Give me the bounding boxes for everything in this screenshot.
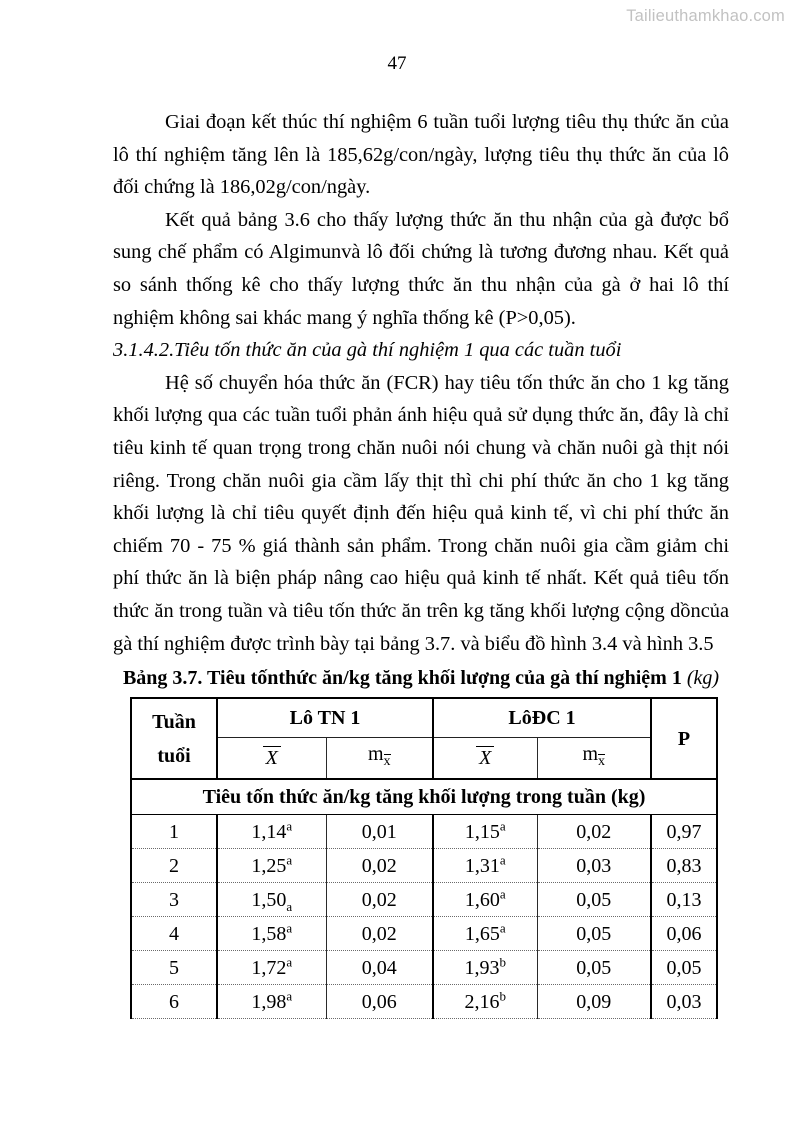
paragraph-fcr-discussion: Hệ số chuyển hóa thức ăn (FCR) hay tiêu tốn thức ăn cho 1 kg tăng khối lượng qua các tuần tuổi phản ánh hiệu quả sử dụng thức ăn, đây là chỉ tiêu kinh tế quan trọng trong chăn nuôi nói chung và chăn nuôi gà thịt nói riêng. Trong chăn nuôi gia cầm lấy thịt thì chi phí thức ăn cho 1 kg tăng khối lượng là chỉ tiêu quyết định đến hiệu quả kinh tế, vì chi phí thức ăn chiếm 70 - 75 % giá thành sản phẩm. Trong chăn nuôi gia cầm giảm chi phí thức ăn là biện pháp nâng cao hiệu quả kinh tế nhất. Kết quả tiêu tốn thức ăn trong tuần và tiêu tốn thức ăn trên kg tăng khối lượng cộng dồncủa gà thí nghiệm được trình bày tại bảng 3.7. và biểu đồ hình 3.4 và hình 3.5 <box>113 371 729 655</box>
value: 2,16 <box>464 990 500 1013</box>
value: 1,15 <box>464 820 500 843</box>
paragraph-feed-intake-finish: Giai đoạn kết thúc thí nghiệm 6 tuần tuổi lượng tiêu thụ thức ăn của lô thí nghiệm tăng lên là 185,62g/con/ngày, lượng tiêu thụ thức ăn của lô đối chứng là 186,02g/con/ngày. <box>113 111 729 199</box>
header-p-col: P <box>651 698 717 779</box>
header-dc-mean-symbol <box>433 738 537 780</box>
header-dc-se-symbol <box>537 738 651 780</box>
significance-mark: b <box>499 987 507 1003</box>
cell-tn-mean <box>217 917 326 951</box>
value: 1,65 <box>464 922 500 945</box>
cell-week: 2 <box>131 849 217 883</box>
value: 1,31 <box>464 854 500 877</box>
table-header-row-groups <box>131 698 717 738</box>
se-subscript <box>598 754 605 769</box>
cell-dc-mean <box>433 951 537 985</box>
significance-mark: a <box>286 851 293 867</box>
cell-tn-se: 0,02 <box>326 917 433 951</box>
cell-tn-mean <box>217 883 326 917</box>
cell-tn-se: 0,04 <box>326 951 433 985</box>
significance-mark: b <box>499 953 507 969</box>
cell-dc-mean <box>433 917 537 951</box>
header-tn-se-symbol <box>326 738 433 780</box>
value: 1,50 <box>251 888 287 911</box>
cell-dc-mean <box>433 849 537 883</box>
value: 1,98 <box>251 990 287 1013</box>
cell-tn-mean <box>217 849 326 883</box>
value: 1,93 <box>464 956 500 979</box>
significance-mark: a <box>286 817 293 833</box>
xbar-sub-symbol: x <box>383 754 391 770</box>
cell-dc-se: 0,09 <box>537 985 651 1019</box>
cell-dc-se: 0,03 <box>537 849 651 883</box>
page-number: 47 <box>387 53 407 74</box>
cell-p-value: 0,97 <box>651 815 717 849</box>
se-subscript <box>384 754 391 769</box>
table-caption-unit: (kg) <box>686 667 720 690</box>
cell-p-value: 0,13 <box>651 883 717 917</box>
cell-tn-se: 0,06 <box>326 985 433 1019</box>
cell-dc-mean <box>433 883 537 917</box>
value: 1,72 <box>251 956 287 979</box>
table-caption <box>113 663 729 693</box>
fcr-table <box>130 697 718 1019</box>
significance-mark: a <box>499 817 506 833</box>
header-tn-mean-symbol <box>217 738 326 780</box>
paragraph-table36-discussion: Kết quả bảng 3.6 cho thấy lượng thức ăn thu nhận của gà được bổ sung chế phẩm có Algimunvà lô đối chứng là tương đương nhau. Kết quả so sánh thống kê cho thấy lượng thức ăn thu nhận của gà ở hai lô thí nghiệm không sai khác mang ý nghĩa thống kê (P>0,05). <box>113 208 729 329</box>
site-watermark: Tailieuthamkhao.com <box>626 7 785 25</box>
cell-dc-mean <box>433 985 537 1019</box>
cell-dc-se: 0,05 <box>537 951 651 985</box>
header-week-col: Tuần tuổi <box>131 698 217 779</box>
cell-week: 1 <box>131 815 217 849</box>
cell-tn-mean <box>217 951 326 985</box>
table-row <box>131 849 717 883</box>
value: 1,25 <box>251 854 287 877</box>
table-row <box>131 917 717 951</box>
cell-p-value: 0,06 <box>651 917 717 951</box>
cell-p-value: 0,05 <box>651 951 717 985</box>
significance-mark: a <box>286 987 293 1003</box>
significance-mark: a <box>499 885 506 901</box>
cell-tn-mean <box>217 815 326 849</box>
table-caption-main: Bảng 3.7. Tiêu tốnthức ăn/kg tăng khối lượng của gà thí nghiệm 1 <box>122 667 682 690</box>
header-group-tn: Lô TN 1 <box>217 698 433 738</box>
significance-mark: a <box>286 919 293 935</box>
table-row <box>131 815 717 849</box>
significance-mark: a <box>499 851 506 867</box>
cell-tn-se: 0,01 <box>326 815 433 849</box>
table-subheader-row <box>131 779 717 815</box>
xbar-symbol: X <box>263 746 281 768</box>
table-row <box>131 985 717 1019</box>
xbar-sub-symbol: x <box>598 754 606 770</box>
subheader-weekly-fcr: Tiêu tốn thức ăn/kg tăng khối lượng trong tuần (kg) <box>131 779 717 815</box>
cell-tn-mean <box>217 985 326 1019</box>
cell-week: 6 <box>131 985 217 1019</box>
cell-week: 4 <box>131 917 217 951</box>
header-group-dc: LôĐC 1 <box>433 698 651 738</box>
table-header-row-symbols <box>131 738 717 780</box>
page-content <box>113 106 729 1019</box>
significance-mark: a <box>286 898 293 914</box>
value: 1,14 <box>251 820 287 843</box>
table-row <box>131 951 717 985</box>
table-row <box>131 883 717 917</box>
value: 1,58 <box>251 922 287 945</box>
significance-mark: a <box>499 919 506 935</box>
value: 1,60 <box>464 888 500 911</box>
se-m: m <box>367 743 384 766</box>
cell-week: 5 <box>131 951 217 985</box>
se-m: m <box>582 743 599 766</box>
cell-dc-se: 0,05 <box>537 917 651 951</box>
cell-dc-mean <box>433 815 537 849</box>
cell-dc-se: 0,05 <box>537 883 651 917</box>
cell-dc-se: 0,02 <box>537 815 651 849</box>
significance-mark: a <box>286 953 293 969</box>
cell-p-value: 0,83 <box>651 849 717 883</box>
cell-tn-se: 0,02 <box>326 849 433 883</box>
xbar-symbol: X <box>476 746 494 768</box>
cell-week: 3 <box>131 883 217 917</box>
cell-tn-se: 0,02 <box>326 883 433 917</box>
cell-p-value: 0,03 <box>651 985 717 1019</box>
section-heading-3142: 3.1.4.2.Tiêu tốn thức ăn của gà thí nghiệm 1 qua các tuần tuổi <box>113 339 622 362</box>
